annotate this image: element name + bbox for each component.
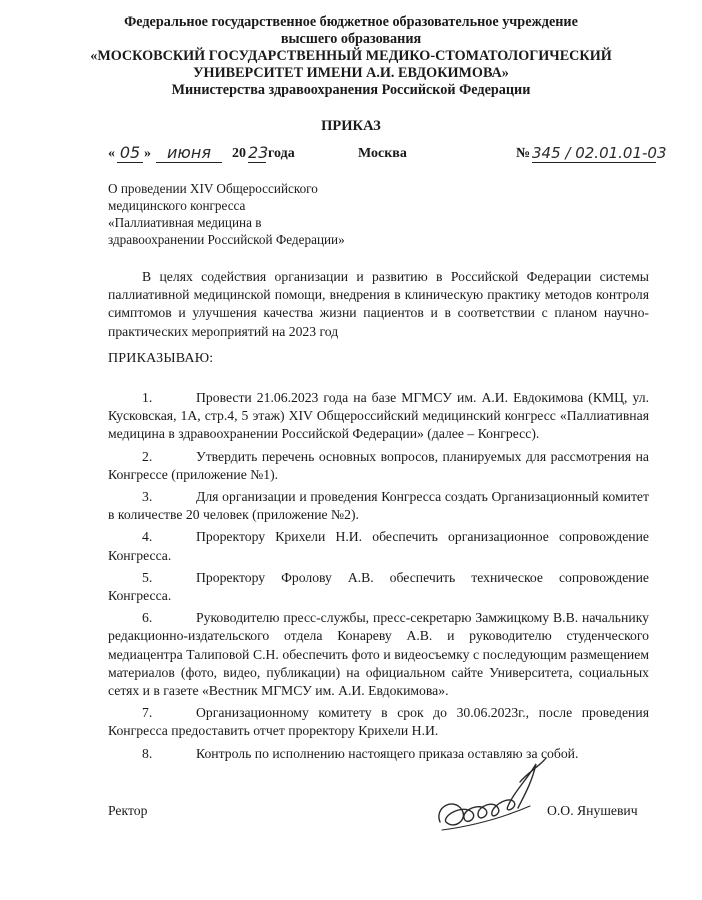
order-items-list	[108, 389, 649, 767]
order-number: 345 / 02.01.01-03	[532, 144, 667, 162]
header-line-3: «МОСКОВСКИЙ ГОСУДАРСТВЕННЫЙ МЕДИКО-СТОМАТОЛОГИЧЕСКИЙ	[90, 48, 612, 64]
order-item-1: 1. Провести 21.06.2023 года на базе МГМСУ им. А.И. Евдокимова (КМЦ, ул. Кусковская, 1А, стр.4, 5 этаж) XIV Общероссийский медицинский конгресс «Паллиативная медицина в здравоохранении Российской Федерации» (далее – Конгресс).	[108, 390, 649, 442]
order-city: Москва	[358, 146, 407, 161]
date-year-prefix: 20	[232, 146, 246, 161]
order-item-7: 7. Организационному комитету в срок до 30.06.2023г., после проведения Конгресса предоставить отчет проректору Крихели Н.И.	[108, 705, 649, 739]
order-preamble	[108, 268, 649, 341]
signatory-title: Ректор	[108, 803, 148, 818]
handwritten-signature-icon	[432, 752, 552, 842]
header-line-4: УНИВЕРСИТЕТ ИМЕНИ А.И. ЕВДОКИМОВА»	[193, 65, 509, 81]
header-line-5: Министерства здравоохранения Российской Федерации	[171, 82, 531, 98]
order-subject	[108, 180, 345, 248]
order-item-3: 3. Для организации и проведения Конгресса создать Организационный комитет в количестве 20 человек (приложение №2).	[108, 489, 649, 523]
order-item-2: 2. Утвердить перечень основных вопросов, планируемых для рассмотрения на Конгрессе (приложение №1).	[108, 448, 649, 482]
date-close-quote: »	[144, 146, 151, 161]
order-number-label: №	[516, 146, 531, 161]
prikazyvayu-heading: ПРИКАЗЫВАЮ:	[108, 351, 214, 366]
subject-line-4: здравоохранении Российской Федерации»	[108, 232, 345, 247]
subject-line-1: О проведении XIV Общероссийского	[108, 181, 318, 196]
date-year-suffix: 23	[248, 143, 269, 162]
header-line-1: Федеральное государственное бюджетное образовательное учреждение	[124, 14, 578, 30]
date-month: июня	[167, 143, 211, 162]
header-line-2: высшего образования	[280, 31, 422, 47]
institution-header	[40, 14, 662, 99]
date-day: 05	[119, 143, 141, 162]
signatory-name: О.О. Янушевич	[547, 803, 638, 818]
order-item-5: 5. Проректору Фролову А.В. обеспечить техническое сопровождение Конгресса.	[108, 569, 649, 604]
subject-line-3: «Паллиативная медицина в	[108, 215, 262, 230]
order-item-8: 8. Контроль по исполнению настоящего приказа оставляю за собой.	[142, 745, 579, 761]
order-dateline	[108, 143, 667, 168]
order-item-4: 4. Проректору Крихели Н.И. обеспечить организационное сопровождение Конгресса.	[108, 529, 649, 563]
preamble-text: В целях содействия организации и развитию в Российской Федерации системы паллиативной медицинской помощи, внедрения в клиническую практику методов контроля симптомов и улучшения качества жизни пациентов и в соответствии с планом научно-практических мероприятий на 2023 год	[108, 269, 649, 339]
date-year-word: года	[268, 146, 295, 161]
order-title: ПРИКАЗ	[321, 118, 381, 134]
subject-line-2: медицинского конгресса	[108, 198, 246, 213]
date-open-quote: «	[108, 146, 115, 161]
order-item-6: 6. Руководителю пресс-службы, пресс-секретарю Замжицкому В.В. начальнику редакционно-издательского отдела Конареву А.В. и руководителю студенческого медиацентра Талиповой С.Н. обеспечить фото и видеосъемку с последующим размещением материалов (фото, видео, публикации) на официальном сайте Университета, социальных сетях и в газете «Вестник МГМСУ им. А.И. Евдокимова».	[108, 610, 649, 699]
